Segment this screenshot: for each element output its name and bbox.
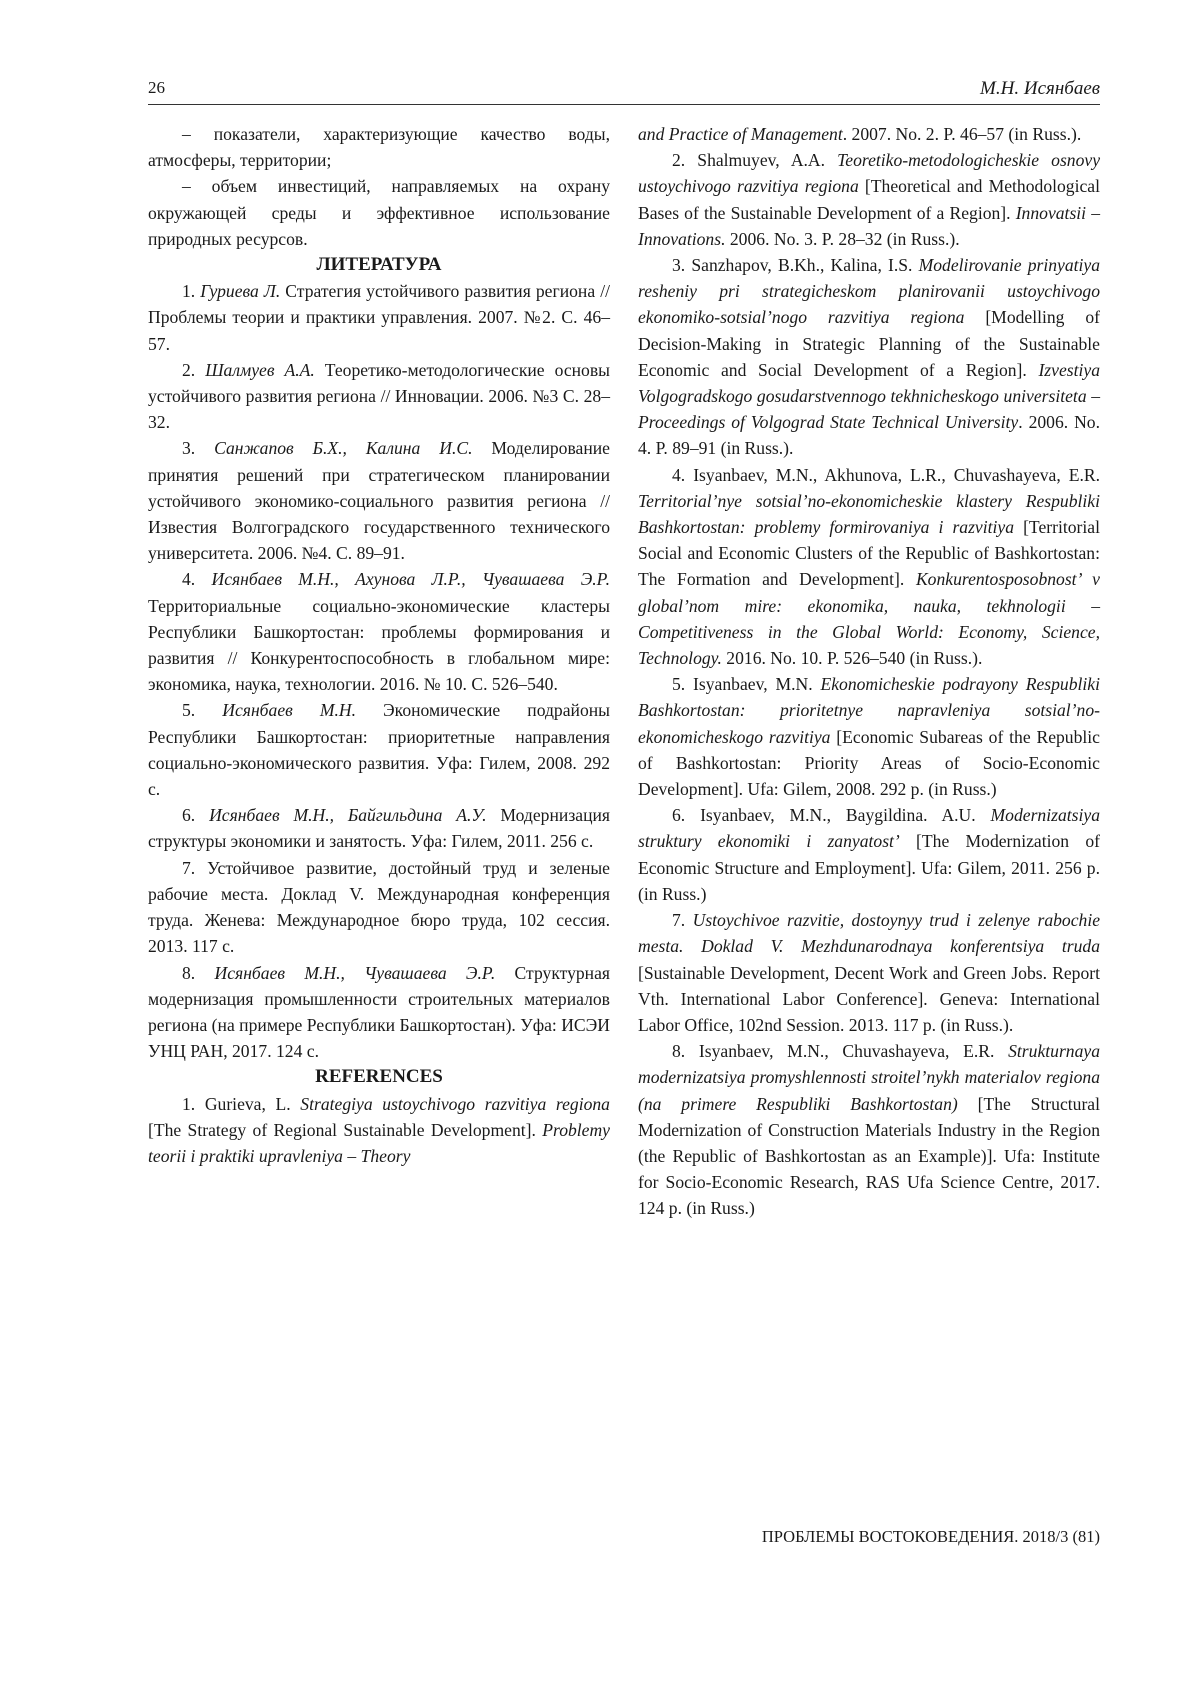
ref-entry: 7. Ustoychivoe razvitie, dostoynyy trud i zelenye rabochie mesta. Doklad V. Mezhdunarodnaya konferentsiya truda [Sustainable Development, Decent Work and Green Jobs. Report Vth. International Labor Conference]. Geneva: International Labor Office, 102nd Session. 2013. 117 p. (in Russ.). <box>638 910 1101 1035</box>
lit-entry: 2. Шалмуев А.А. Теоретико-методологические основы устойчивого развития региона // Инновации. 2006. №3 С. 28–32. <box>148 359 610 433</box>
intro-item: – показатели, характеризующие качество воды, атмосферы, территории; <box>148 124 610 171</box>
ref-entry: 4. Isyanbaev, M.N., Akhunova, L.R., Chuvashayeva, E.R. Territorial’nye sotsial’no-ekonomicheskie klastery Respubliki Bashkortostan: problemy formirovaniya i razvitiya [Territorial Social and Economic Clusters of the Republic of Bashkortostan: The Formation and Development]. Konkurentosposobnost’ v global’nom mire: ekonomika, nauka, tekhnologii – Competitiveness in the Global World: Economy, Science, Technology. 2016. No. 10. P. 526–540 (in Russ.). <box>638 464 1100 669</box>
ref-entry: 1. Gurieva, L. Strategiya ustoychivogo razvitiya regiona [The Strategy of Regional Sustainable Development]. Problemy teorii i praktiki upravleniya – Theory <box>148 1093 610 1166</box>
running-header <box>148 78 1100 105</box>
lit-entry: 5. Исянбаев М.Н. Экономические подрайоны Республики Башкортостан: приоритетные направления социально-экономического развития. Уфа: Гилем, 2008. 292 с. <box>148 700 610 800</box>
ref-entry: 5. Isyanbaev, M.N. Ekonomicheskie podrayony Respubliki Bashkortostan: prioritetnye napravleniya sotsial’no-ekonomicheskogo razvitiya [Economic Subareas of the Republic of Bashkortostan: Priority Areas of Socio-Economic Development]. Ufa: Gilem, 2008. 292 p. (in Russ.) <box>638 674 1100 800</box>
lit-entry: 8. Исянбаев М.Н., Чувашаева Э.Р. Структурная модернизация промышленности строительных материалов региона (на примере Республики Башкортостан). Уфа: ИСЭИ УНЦ РАН, 2017. 124 с. <box>148 962 611 1062</box>
lit-entry: 3. Санжапов Б.Х., Калина И.С. Моделирование принятия решений при стратегическом планировании устойчивого экономико-социального развития региона // Известия Волгоградского государственного технического университета. 2006. №4. С. 89–91. <box>148 438 610 564</box>
journal-footer: ПРОБЛЕМЫ ВОСТОКОВЕДЕНИЯ. 2018/3 (81) <box>761 1527 1100 1546</box>
lit-entry: 6. Исянбаев М.Н., Байгильдина А.У. Модернизация структуры экономики и занятость. Уфа: Гилем, 2011. 256 с. <box>148 805 610 852</box>
ref-entry: 6. Isyanbaev, M.N., Baygildina. A.U. Modernizatsiya struktury ekonomiki i zanyatost’ [The Modernization of Economic Structure and Employment]. Ufa: Gilem, 2011. 256 p. (in Russ.) <box>638 805 1100 904</box>
lit-entry: 7. Устойчивое развитие, достойный труд и зеленые рабочие места. Доклад V. Международная конференция труда. Женева: Международное бюро труда, 102 сессия. 2013. 117 с. <box>148 857 610 957</box>
intro-item: – объем инвестиций, направляемых на охрану окружающей среды и эффективное использование природных ресурсов. <box>148 176 610 249</box>
ref-entry: 3. Sanzhapov, B.Kh., Kalina, I.S. Modelirovanie prinyatiya resheniy pri strategicheskom planirovanii ustoychivogo ekonomiko-sotsial’nogo razvitiya regiona [Modelling of Decision-Making in Strategic Planning of the Sustainable Economic and Social Development of a Region]. Izvestiya Volgogradskogo gosudarstvennogo tekhnicheskogo universiteta – Proceedings of Volgograd State Technical University. 2006. No. 4. P. 89–91 (in Russ.). <box>638 255 1101 459</box>
ref-entry-continued: and Practice of Management. 2007. No. 2. P. 46–57 (in Russ.). <box>638 124 1082 144</box>
page-number: 26 <box>148 78 165 97</box>
running-author: М.Н. Исянбаев <box>980 78 1100 99</box>
ref-entry: 2. Shalmuyev, A.A. Teoretiko-metodologicheskie osnovy ustoychivogo razvitiya regiona [Theoretical and Methodological Bases of the Sustainable Development of a Region]. Innovatsii – Innovations. 2006. No. 3. P. 28–32 (in Russ.). <box>638 150 1100 249</box>
ref-entry: 8. Isyanbaev, M.N., Chuvashayeva, E.R. Strukturnaya modernizatsiya promyshlennosti stroitel’nykh materialov regiona (na primere Respubliki Bashkortostan) [The Structural Modernization of Construction Materials Industry in the Region (the Republic of Bashkortostan as an Example)]. Ufa: Institute for Socio-Economic Research, RAS Ufa Science Centre, 2017. 124 p. (in Russ.) <box>638 1041 1101 1219</box>
literatura-heading: ЛИТЕРАТУРА <box>316 254 442 276</box>
lit-entry: 4. Исянбаев М.Н., Ахунова Л.Р., Чувашаева Э.Р. Территориальные социально-экономические кластеры Республики Башкортостан: проблемы формирования и развития // Конкурентоспособность в глобальном мире: экономика, наука, технологии. 2016. № 10. С. 526–540. <box>148 569 610 695</box>
right-column <box>638 121 1100 1222</box>
references-heading: REFERENCES <box>315 1066 443 1088</box>
literatura-list <box>148 278 610 1064</box>
left-column <box>148 121 610 1169</box>
lit-entry: 1. Гуриева Л. Стратегия устойчивого развития региона // Проблемы теории и практики управления. 2007. №2. С. 46–57. <box>148 281 610 354</box>
